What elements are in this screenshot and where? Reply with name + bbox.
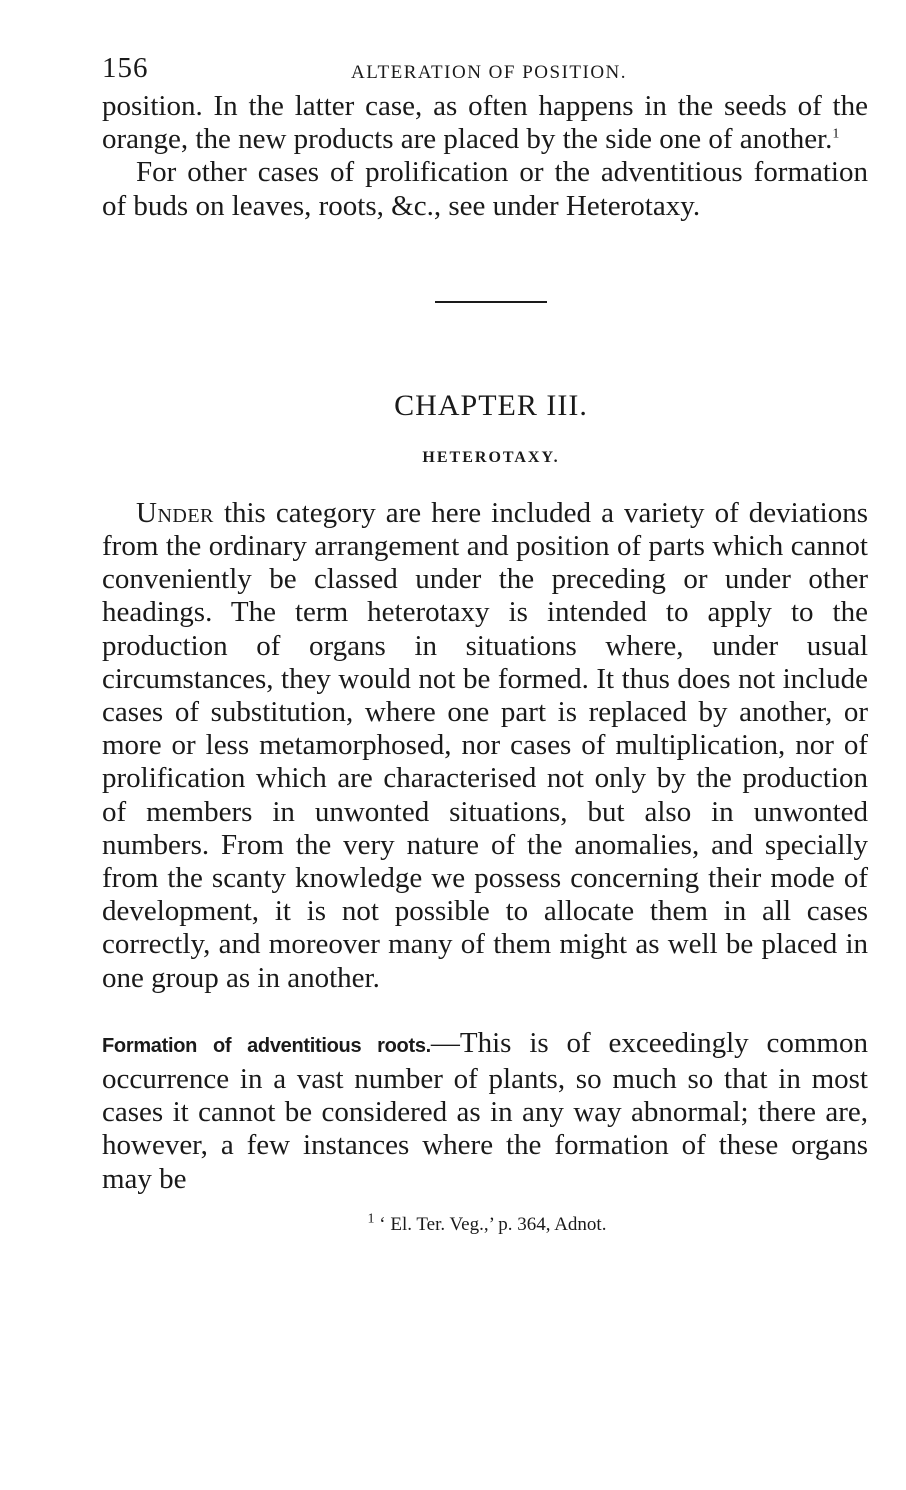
- other-cases-paragraph: For other cases of prolification or the adventitious formation of buds on leaves, roots, &c., see under Heterotaxy.: [102, 156, 868, 222]
- section-text: This is of exceedingly common occurrence in a vast number of plants, so much so that in most cases it cannot be considered as in any way abnormal; there are, however, a few instances where the formation of these organs may be: [102, 1026, 868, 1195]
- footnote-reference: 1: [832, 126, 840, 142]
- running-head: [102, 50, 868, 90]
- footnote-text: ‘ El. Ter. Veg.,’ p. 364, Adnot.: [374, 1213, 607, 1235]
- intro-lead-word: Under: [136, 496, 214, 529]
- chapter-subtitle: HETEROTAXY.: [422, 448, 560, 466]
- running-title: ALTERATION OF POSITION.: [350, 62, 628, 83]
- book-page: [102, 50, 868, 1236]
- page-number: 156: [102, 52, 149, 84]
- chapter-title: CHAPTER III.: [394, 388, 588, 422]
- section-divider-rule: [435, 301, 547, 303]
- section-dash: —: [430, 1026, 460, 1059]
- intro-paragraph: [102, 497, 868, 995]
- adventitious-roots-paragraph: [102, 1027, 868, 1196]
- section-heading: Formation of adventitious roots.: [102, 1034, 431, 1057]
- continuation-paragraph: [102, 90, 868, 156]
- footnote-marker: 1: [367, 1211, 375, 1227]
- footnote: [102, 1211, 868, 1236]
- continuation-text: position. In the latter case, as often happens in the seeds of the orange, the new products are placed by the side one of another.: [102, 90, 868, 156]
- intro-text: this category are here included a variety of deviations from the ordinary arrangement and position of parts which cannot conveniently be classed under the preceding or under other headings. The term heterotaxy is intended to apply to the production of organs in situations where, under usual circumstances, they would not be formed. It thus does not include cases of substitution, where one part is replaced by another, or more or less metamorphosed, nor cases of multiplication, nor of prolification which are characterised not only by the production of members in unwonted situations, but also in unwonted numbers. From the very nature of the anomalies, and specially from the scanty knowledge we possess concerning their mode of development, it is not possible to allocate them in all cases correctly, and moreover many of them might as well be placed in one group as in another.: [102, 496, 868, 994]
